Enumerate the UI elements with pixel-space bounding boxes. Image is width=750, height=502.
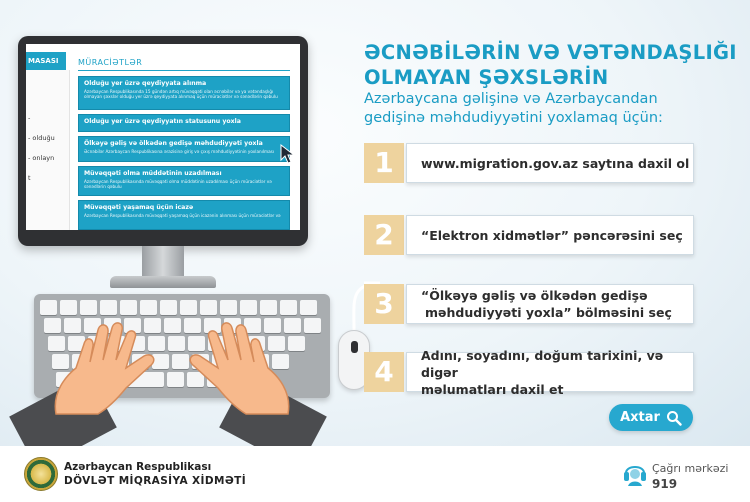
- sidebar-item[interactable]: -: [28, 114, 31, 122]
- keyboard-key: [160, 300, 177, 315]
- step-text-line: “Elektron xidmətlər” pəncərəsini seç: [421, 227, 683, 243]
- step-text: [406, 143, 694, 183]
- keyboard-key: [300, 300, 317, 315]
- service-title: Olduğu yer üzrə qeydiyyata alınma: [84, 80, 207, 87]
- keyboard-key: [260, 300, 277, 315]
- step-number: 2: [364, 215, 404, 255]
- call-center-label: Çağrı mərkəzi: [652, 462, 729, 475]
- service-desc: Azərbaycan Respublikasında 15 gündən artıq müvəqqəti olan əcnəbilər və ya vətəndaşlığı olmayan şəxslər olduğu yer üzrə qeydiyyata alınmaq üçün müraciətlər və sənədlərin qəbulu: [84, 89, 278, 100]
- keyboard-key: [220, 300, 237, 315]
- subheadline-line-1: Azərbaycana gəlişinə və Azərbaycandan: [364, 91, 658, 107]
- step-text-line: məlumatları daxil et: [421, 381, 564, 397]
- step-number: 1: [364, 143, 404, 183]
- mouse-wheel: [351, 341, 358, 353]
- keyboard-key: [60, 300, 77, 315]
- step-2: [364, 215, 694, 255]
- search-button[interactable]: [609, 404, 693, 431]
- keyboard-key: [80, 300, 97, 315]
- headline: [364, 40, 744, 90]
- keyboard-key: [100, 300, 117, 315]
- sidebar-tab[interactable]: MASASI: [26, 52, 66, 70]
- sidebar-item[interactable]: - olduğu: [28, 134, 55, 142]
- service-desc: Azərbaycan Respublikasında müvəqqəti yaşamaq üçün icazənin alınması üçün müraciətlər və: [84, 213, 281, 218]
- keyboard-key: [280, 300, 297, 315]
- keyboard-key: [200, 300, 217, 315]
- step-number: 3: [364, 284, 404, 324]
- step-number: 4: [364, 352, 404, 392]
- section-title: MÜRACİƏTLƏR: [78, 58, 143, 67]
- step-text: [406, 215, 694, 255]
- keyboard-key: [180, 300, 197, 315]
- sidebar-item[interactable]: t: [28, 174, 31, 182]
- headline-line-2: OLMAYAN ŞƏXSLƏRİN: [364, 66, 609, 89]
- step-text-line: məhdudiyyəti yoxla” bölməsini seç: [425, 305, 672, 320]
- service-title: Müvəqqəti yaşamaq üçün icazə: [84, 204, 194, 211]
- emblem-logo: [24, 457, 58, 491]
- sidebar-item[interactable]: - onlayn: [28, 154, 55, 162]
- step-3: [364, 284, 694, 324]
- step-4: [364, 347, 694, 397]
- subheadline: [364, 90, 744, 128]
- left-hand-icon: [46, 322, 166, 418]
- service-title: Ölkəyə gəliş və ölkədən gedişə məhdudiyyəti yoxla: [84, 140, 263, 147]
- step-text-line: “Ölkəyə gəliş və ölkədən gedişə: [421, 288, 648, 303]
- keyboard-key: [140, 300, 157, 315]
- keyboard-key: [40, 300, 57, 315]
- service-title: Müvəqqəti olma müddətinin uzadılması: [84, 170, 222, 177]
- service-desc: Əcnəbilər Azərbaycan Respublikasına ərazisinə giriş və çıxış məhdudiyyətinin yoxlanılması: [84, 149, 274, 154]
- step-text: [406, 347, 694, 397]
- service-title: Olduğu yer üzrə qeydiyyatın statusunu yoxla: [84, 118, 241, 125]
- search-button-label: Axtar: [620, 410, 660, 425]
- search-icon: [666, 410, 682, 426]
- step-text: [406, 284, 694, 324]
- step-text-line: www.migration.gov.az saytına daxil ol: [421, 155, 690, 171]
- step-1: [364, 143, 694, 183]
- service-desc: Azərbaycan Respublikasında müvəqqəti olma müddətinin uzadılması üçün müraciətlər və sənədlərin qəbulu: [84, 179, 272, 190]
- keyboard-key: [304, 318, 321, 333]
- headline-line-1: ƏCNƏBİLƏRİN VƏ VƏTƏNDAŞLIĞI: [364, 41, 737, 64]
- subheadline-line-2: gedişinə məhdudiyyətini yoxlamaq üçün:: [364, 110, 663, 126]
- org-name-line-2: DÖVLƏT MİQRASİYA XİDMƏTİ: [64, 475, 247, 487]
- headset-icon: [622, 458, 648, 488]
- right-hand-icon: [178, 322, 298, 418]
- keyboard-key: [120, 300, 137, 315]
- call-center-number[interactable]: 919: [652, 477, 678, 491]
- org-name-line-1: Azərbaycan Respublikası: [64, 461, 212, 473]
- step-text-line: Adını, soyadını, doğum tarixini, və digər: [421, 347, 664, 380]
- keyboard-key: [240, 300, 257, 315]
